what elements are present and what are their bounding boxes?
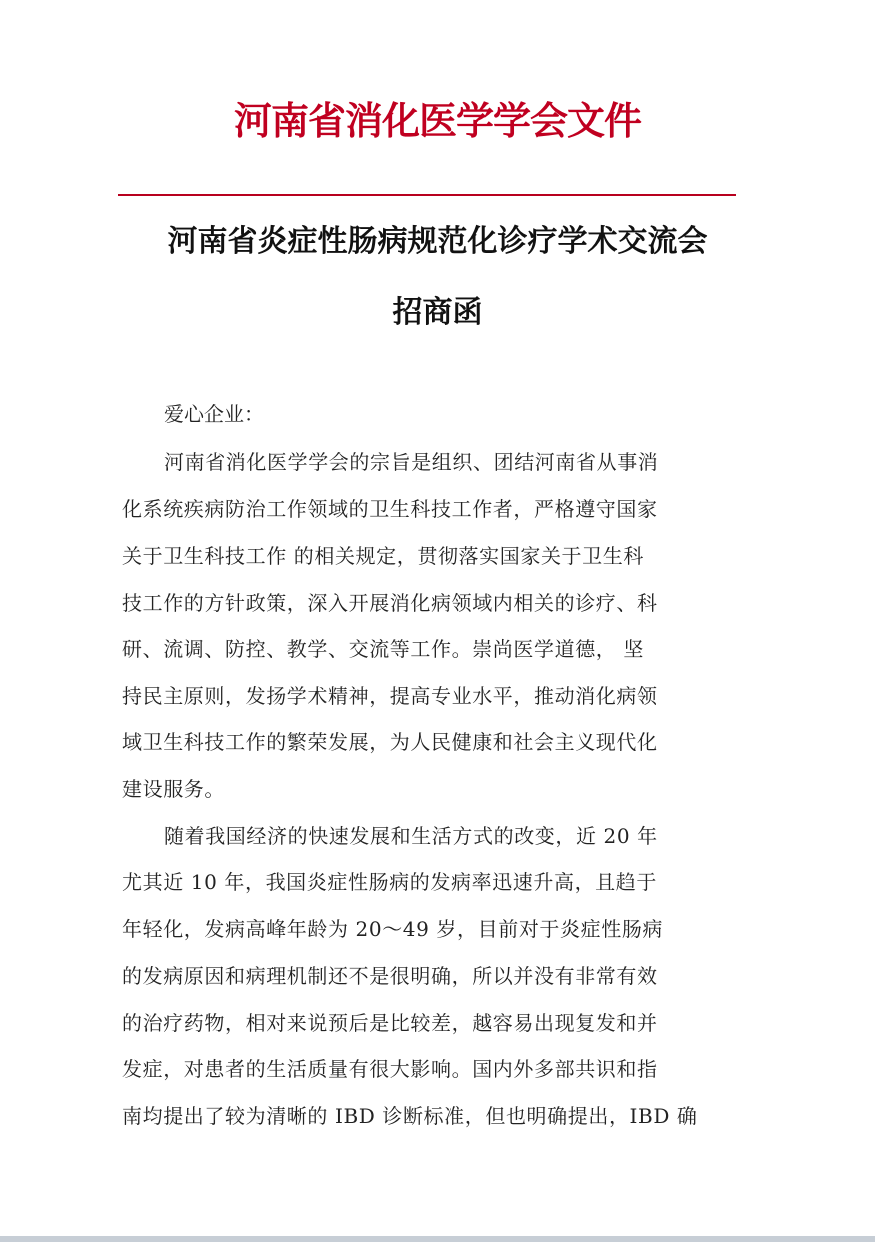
paragraph-2-line: 年轻化，发病高峰年龄为 20～49 岁，目前对于炎症性肠病 — [122, 917, 664, 941]
paragraph-1-line: 河南省消化医学学会的宗旨是组织、团结河南省从事消 — [164, 450, 659, 474]
paragraph-1-line: 持民主原则，发扬学术精神，提高专业水平，推动消化病领 — [122, 684, 658, 708]
paragraph-1-line: 研、流调、防控、教学、交流等工作。崇尚医学道德， 坚 — [122, 637, 644, 661]
document-title-line-1: 河南省炎症性肠病规范化诊疗学术交流会 — [167, 224, 708, 259]
page-bottom-edge — [0, 1236, 875, 1242]
paragraph-1-line: 建设服务。 — [122, 777, 225, 801]
paragraph-2-line: 尤其近 10 年，我国炎症性肠病的发病率迅速升高，且趋于 — [122, 870, 657, 894]
paragraph-2-line: 随着我国经济的快速发展和生活方式的改变，近 20 年 — [164, 824, 658, 848]
paragraph-1-line: 域卫生科技工作的繁荣发展，为人民健康和社会主义现代化 — [122, 730, 658, 754]
paragraph-1-line: 化系统疾病防治工作领域的卫生科技工作者，严格遵守国家 — [122, 497, 658, 521]
paragraph-2-line: 的发病原因和病理机制还不是很明确，所以并没有非常有效 — [122, 964, 658, 988]
paragraph-2-line: 发症，对患者的生活质量有很大影响。国内外多部共识和指 — [122, 1057, 658, 1081]
paragraph-2-line: 的治疗药物，相对来说预后是比较差，越容易出现复发和并 — [122, 1011, 658, 1035]
salutation: 爱心企业： — [164, 402, 264, 426]
paragraph-1-line: 技工作的方针政策，深入开展消化病领域内相关的诊疗、科 — [122, 591, 658, 615]
paragraph-2-line: 南均提出了较为清晰的 IBD 诊断标准，但也明确提出，IBD 确 — [122, 1104, 698, 1128]
header-divider — [118, 194, 736, 196]
org-header-title: 河南省消化医学学会文件 — [233, 99, 641, 143]
paragraph-1-line: 关于卫生科技工作 的相关规定，贯彻落实国家关于卫生科 — [122, 544, 644, 568]
document-title-line-2: 招商函 — [392, 295, 483, 330]
